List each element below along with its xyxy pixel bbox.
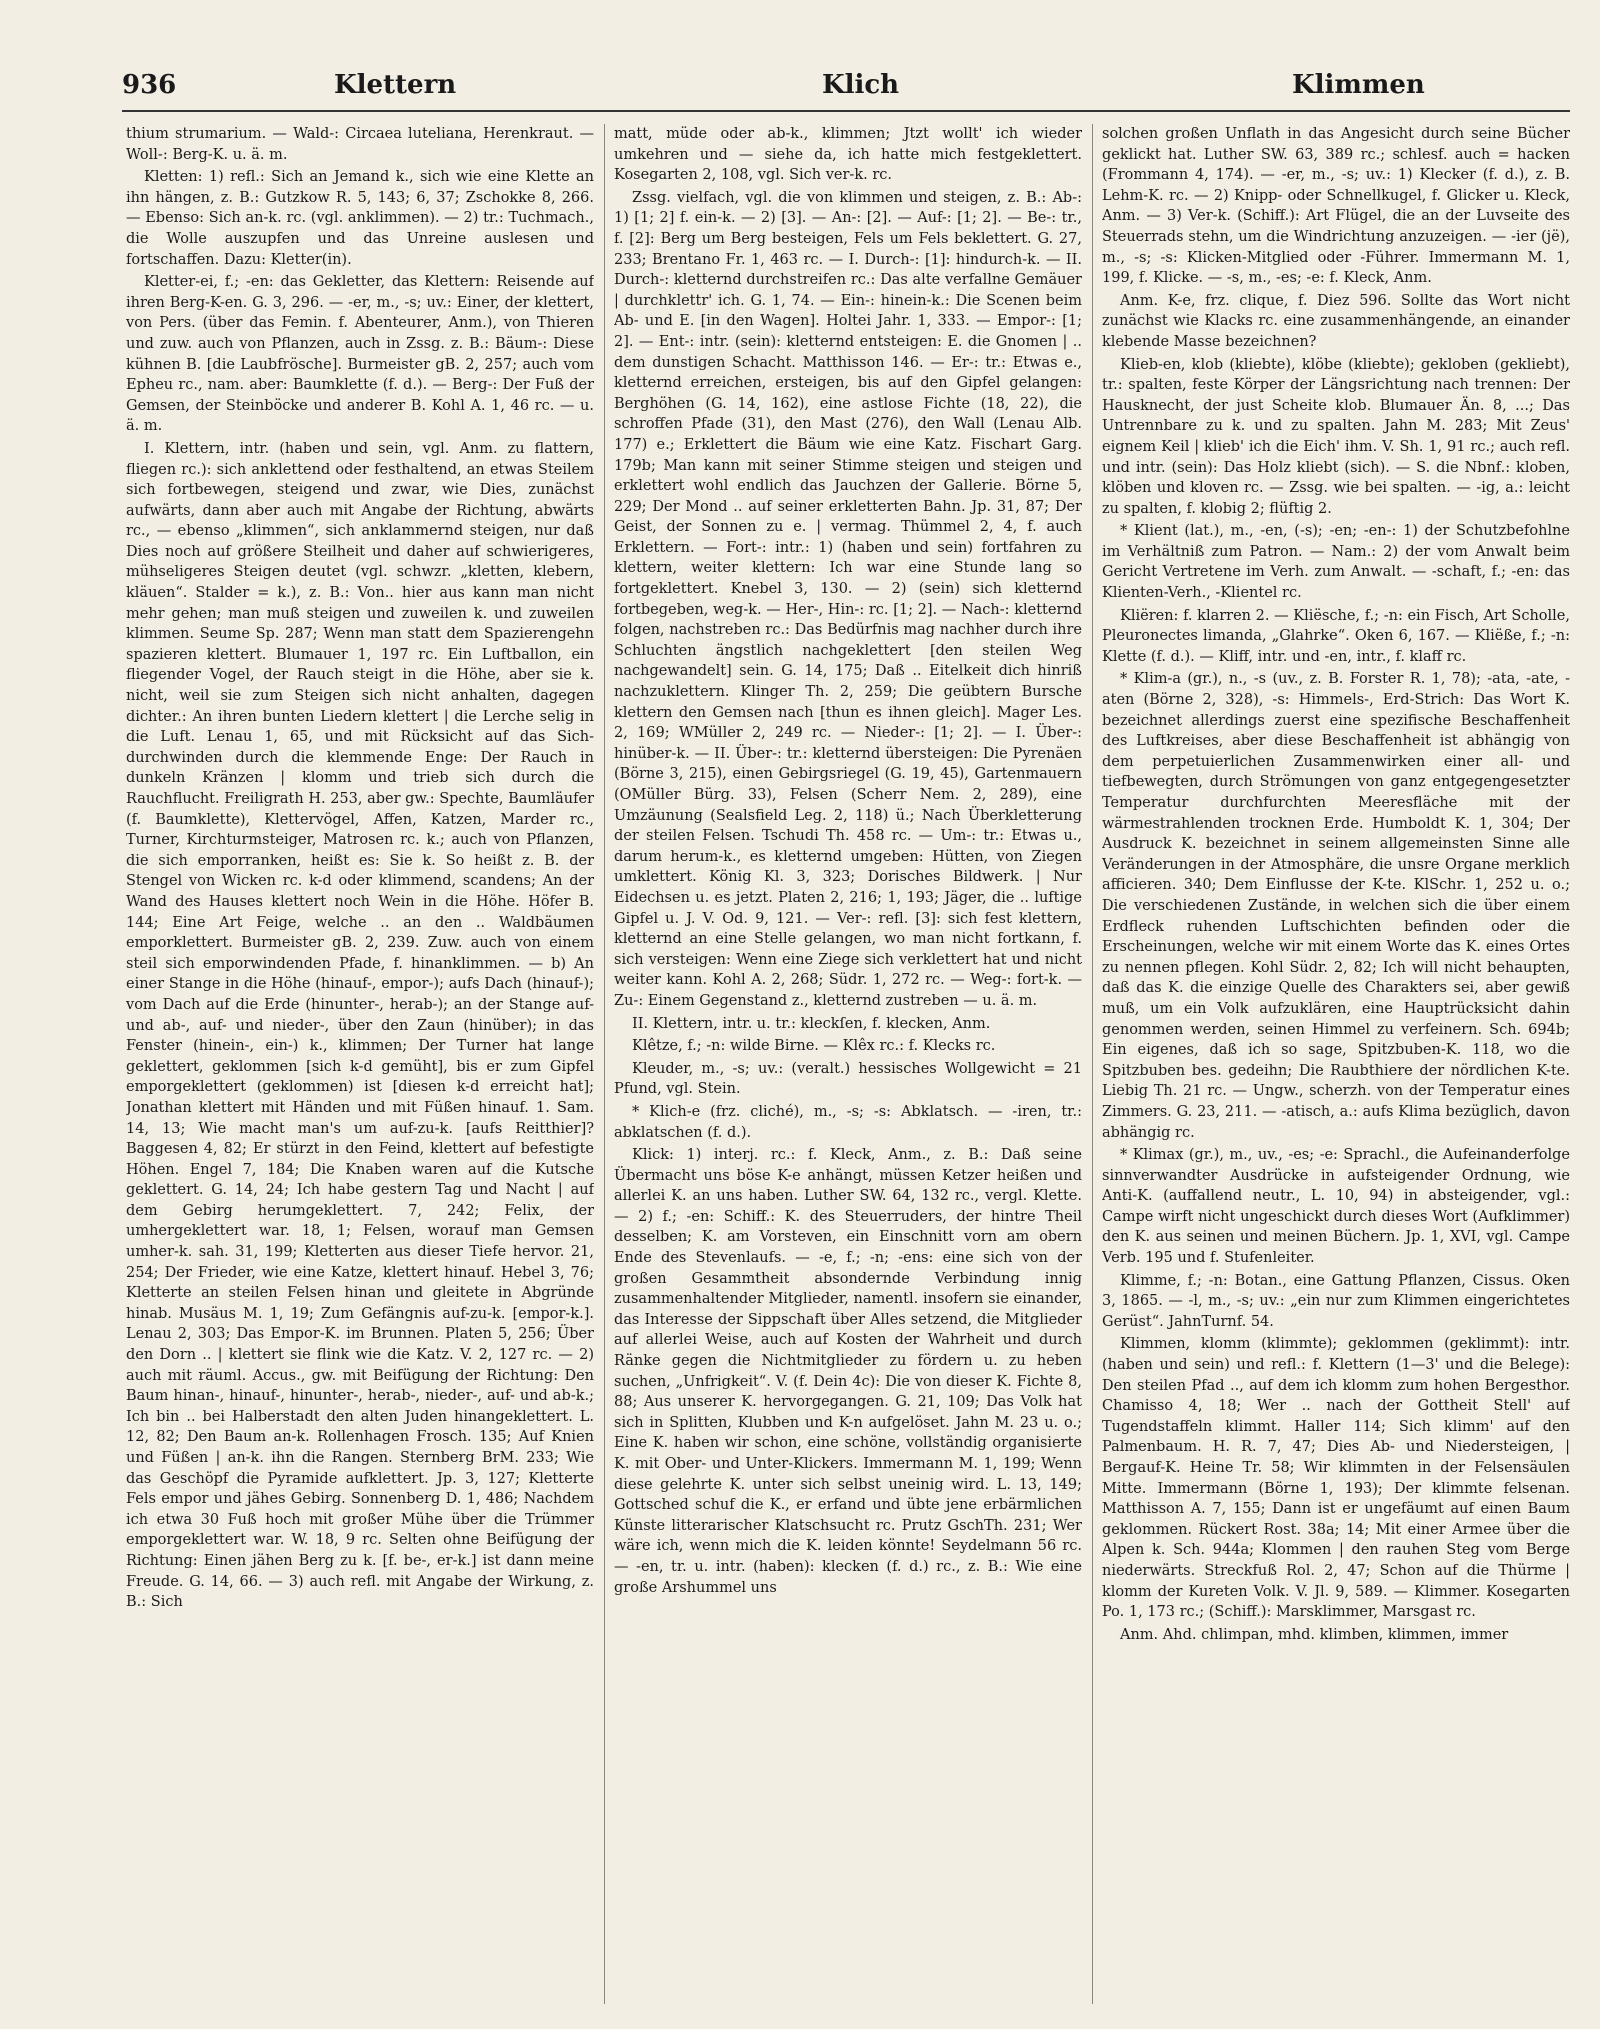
entry-paragraph: Kliëren: f. klarren 2. — Kliësche, f.; -n: ein Fisch, Art Scholle, Pleuronectes limanda, „Glahrke“. Oken 6, 167. — Kliëße, f.; -n: Klette (f. d.). — Kliff, intr. und -en, intr., f. klaff rc. (1102, 607, 1570, 665)
column-right (1102, 124, 1570, 2004)
entry-paragraph: II. Klettern, intr. u. tr.: kleckſen, f. klecken, Anm. (632, 1015, 991, 1032)
entry-paragraph: Zssg. vielfach, vgl. die von klimmen und steigen, z. B.: Ab-: 1) [1; 2] f. ein-k. — 2) [3]. — An-: [2]. — Auf-: [1; 2]. — Be-: tr., f. [2]: Berg um Berg besteigen, Fels um Fels beklettert. G. 27, 233; Brentano Fr. 1, 463 rc. — I. Durch-: [1]: hindurch-k. — II. Durch-: kletternd durchstreifen rc.: Das alte verfallne Gemäuer | durchklettr' ich. G. 1, 74. — Ein-: hinein-k.: Die Scenen beim Ab- und E. [in den Wagen]. Holtei Jahr. 1, 333. — Empor-: [1; 2]. — Ent-: intr. (sein): kletternd entsteigen: E. die Gnomen | .. dem dunstigen Schacht. Matthisson 146. — Er-: tr.: Etwas e., kletternd erreichen, ersteigen, bis auf den Gipfel gelangen: Berghöhen (G. 14, 162), eine astlose Fichte (18, 22), die schroffen Pfade (31), den Mast (276), den Wall (Lenau Alb. 177) e.; Erklettert die Bäum wie eine Katz. Fischart Garg. 179b; Man kann mit seiner Stimme steigen und steigen und erklettert wohl endlich das Jauchzen der Gallerie. Börne 5, 229; Der Mond .. auf seiner erkletterten Bahn. Jp. 31, 87; Der Geist, der Sonnen zu e. | vermag. Thümmel 2, 4, f. auch Erklettern. — Fort-: intr.: 1) (haben und sein) fortfahren zu klettern, weiter klettern: Ich war eine Stunde lang so fortgeklettert. Knebel 3, 130. — 2) (sein) sich kletternd fortbegeben, weg-k. — Her-, Hin-: rc. [1; 2]. — Nach-: kletternd folgen, nachstreben rc.: Das Bedürfnis mag nachher durch ihre Schluchten ängstlich nachgeklettert [den steilen Weg nachgewandelt] sein. G. 14, 175; Daß .. Eitelkeit dich hinriß nachzuklettern. Klinger Th. 2, 259; Die geübtern Bursche klettern den Gemsen nach [thun es ihnen gleich]. Mager Les. 2, 169; WMüller 2, 249 rc. — Nieder-: [1; 2]. — I. Über-: hinüber-k. — II. Über-: tr.: kletternd übersteigen: Die Pyrenäen (Börne 3, 215), einen Gebirgsriegel (G. 19, 45), Gartenmauern (OMüller Bürg. 33), Felsen (Scherr Nem. 2, 289), eine Umzäunung (Sealsfield Leg. 2, 118) ü.; Nach Überkletterung der steilen Felsen. Tschudi Th. 458 rc. — Um-: tr.: Etwas u., darum herum-k., es kletternd umgeben: Hütten, von Ziegen umklettert. König Kl. 3, 323; Dorisches Bildwerk. | Nur Eidechsen u. es jetzt. Platen 2, 216; 1, 193; Jäger, die .. luftige Gipfel u. J. V. Od. 9, 121. — Ver-: refl. [3]: sich fest klettern, kletternd an eine Stelle gelangen, wo man nicht fortkann, f. sich versteigen: Wenn eine Ziege sich verklettert hat und nicht weiter kann. Kohl A. 2, 268; Südr. 1, 272 rc. — Weg-: fort-k. — Zu-: Einem Gegenstand z., kletternd zustreben — u. ä. m. (614, 189, 1082, 1009)
entry-paragraph: Kletter-ei, f.; -en: das Gekletter, das Klettern: Reisende auf ihren Berg-K-en. G. 3, 296. — -er, m., -s; uv.: Einer, der klettert, von Pers. (über das Femin. f. Abenteurer, Anm.), von Thieren und zuw. auch von Pflanzen, auch in Zssg. z. B.: Bäum-: Diese kühnen B. [die Laubfrösche]. Burmeister gB. 2, 257; auch vom Epheu rc., nam. aber: Baumklette (f. d.). — Berg-: Der Fuß der Gemsen, der Steinböcke und anderer B. Kohl A. 1, 46 rc. — u. ä. m. (126, 274, 594, 435)
entry-paragraph: matt, müde oder ab-k., klimmen; Jtzt wollt' ich wieder umkehren und — siehe da, ich hatte mich festgeklettert. Kosegarten 2, 108, vgl. Sich ver-k. rc. (614, 126, 1082, 184)
header-right-word: Klimmen (1292, 70, 1425, 100)
entry-paragraph: Klimme, f.; -n: Botan., eine Gattung Pflanzen, Cissus. Oken 3, 1865. — -l, m., -s; uv.: „ein nur zum Klimmen eingerichtetes Gerüst“. JahnTurnf. 54. (1102, 1272, 1570, 1330)
header-left-word: Klettern (334, 70, 457, 100)
entry-paragraph: thium strumarium. — Wald-: Circaea luteliana, Herenkraut. — Woll-: Berg-K. u. ä. m. (126, 126, 594, 163)
column-middle (614, 124, 1082, 2004)
entry-paragraph: Kletten: 1) refl.: Sich an Jemand k., sich wie eine Klette an ihn hängen, z. B.: Gutzkow R. 5, 143; 6, 37; Zschokke 8, 266. — Ebenso: Sich an-k. rc. (vgl. anklimmen). — 2) tr.: Tuchmach., die Wolle auszupfen und das Unreine auslesen und fortschaffen. Dazu: Kletter(in). (126, 169, 594, 268)
entry-paragraph: * Klimax (gr.), m., uv., -es; -e: Sprachl., die Aufeinanderfolge sinnverwandter Ausdrücke in aufsteigender Ordnung, wie Anti-K. (auffallend neutr., L. 10, 94) in absteigender, vgl.: Campe wirft nicht ungeschickt durch dieses Wort (Aufklimmer) den K. aus seinen und meinen Büchern. Jp. 1, XVI, vgl. Campe Verb. 195 und f. Stufenleiter. (1102, 1147, 1570, 1267)
entry-paragraph: Klimmen, klomm (klimmte); geklommen (geklimmt): intr. (haben und sein) und refl.: f. Klettern (1—3' und die Belege): Den steilen Pfad .., auf dem ich klomm zum hohen Bergesthor. Chamisso 4, 18; Wer .. nach der Gottheit Stell' auf Tugendstaffeln klimmt. Haller 114; Sich klimm' auf den Palmenbaum. H. R. 7, 47; Dies Ab- und Niedersteigen, | Bergauf-K. Heine Tr. 58; Wir klimmten in der Felsensäulen Mitte. Immermann (Börne 1, 193); Der klimmte felsenan. Matthisson A. 7, 155; Dann ist er ungefäumt auf einen Baum geklommen. Rückert Rost. 38a; 14; Mit einer Armee über die Alpen k. Sch. 944a; Klommen | den rauhen Steg vom Berge niederwärts. Streckfuß Rol. 2, 47; Schon auf die Thürme | klomm der Kureten Volk. V. Jl. 9, 589. — Klimmer. Kosegarten Po. 1, 173 rc.; (Schiff.): Marsklimmer, Marsgast rc. (1102, 1336, 1570, 1621)
column-left (126, 124, 594, 2004)
entry-paragraph: solchen großen Unflath in das Angesicht durch seine Bücher geklickt hat. Luther SW. 63, 389 rc.; schlesf. auch = hacken (Frommann 4, 174). — -er, m., -s; uv.: 1) Klecker (f. d.), z. B. Lehm-K. rc. — 2) Knipp- oder Schnellkugel, f. Glicker u. Kleck, Anm. — 3) Ver-k. (Schiff.): Art Flügel, die an der Luvseite des Steuerrads stehn, um die Windrichtung anzuzeigen. — -ier (jë), m., -s; -s: Klicken-Mitglied oder -Führer. Immermann M. 1, 199, f. Klicke. — -s, m., -es; -e: f. Kleck, Anm. (1102, 126, 1570, 287)
column-divider (604, 124, 605, 2004)
entry-paragraph: Anm. K-e, frz. clique, f. Diez 596. Sollte das Wort nicht zunächst wie Klacks rc. eine zusammenhängende, an einander klebende Masse bezeichnen? (1102, 292, 1570, 350)
entry-paragraph: Kleuder, m., -s; uv.: (veralt.) hessisches Wollgewicht = 21 Pfund, vgl. Stein. (614, 1060, 1082, 1098)
running-header (122, 64, 1570, 104)
entry-paragraph: Klêtze, f.; -n: wilde Birne. — Klêx rc.: f. Klecks rc. (632, 1038, 996, 1055)
entry-paragraph: * Klient (lat.), m., -en, (-s); -en; -en-: 1) der Schutzbefohlne im Verhältniß zum Patron. — Nam.: 2) der vom Anwalt beim Gericht Vertretene im Verh. zum Anwalt. — -schaft, f.; -en: das Klienten-Verh., -Klientel rc. (1102, 523, 1570, 602)
entry-paragraph: I. Klettern, intr. (haben und sein, vgl. Anm. zu flattern, fliegen rc.): sich anklettend oder festhaltend, an etwas Steilem sich fortbewegen, steigend und zwar, wie Dies, zunächst aufwärts, dann aber auch mit Angabe der Richtung, abwärts rc., — ebenso „klimmen“, sich anklammernd steigen, nur daß Dies noch auf größere Steilheit und daher auf schwierigeres, mühseligeres Steigen deutet (vgl. schwzr. „kletten, klebern, kläuen“. Stalder = k.), z. B.: Von.. hier aus kann man nicht mehr gehen; man muß steigen und zuweilen k. und zuweilen klimmen. Seume Sp. 287; Wenn man statt dem Spazierengehn spazieren klettert. Blumauer 1, 197 rc. Ein Luftballon, ein fliegender Vogel, der Rauch steigt in die Höhe, aber sie k. nicht, weil sie zum Steigen sich nicht anhalten, dagegen dichter.: An ihren bunten Liedern klettert | die Lerche selig in die Luft. Lenau 1, 65, und mit Rücksicht auf das Sich-durchwinden durch die klemmende Enge: Der Rauch in dunkeln Kränzen | klomm und trieb sich durch die Rauchflucht. Freiligrath H. 253, aber gw.: Spechte, Baumläufer (f. Baumklette), Klettervögel, Affen, Katzen, Marder rc., Turner, Kirchturmsteiger, Matrosen rc. k.; auch von Pflanzen, die sich emporranken, heißt es: Sie k. So heißt z. B. der Stengel von Wicken rc. k-d oder klimmend, scandens; An der Wand des Hauses klettert noch Wein in die Höhe. Höfer B. 144; Eine Art Feige, welche .. an den .. Waldbäumen emporklettert. Burmeister gB. 2, 239. Zuw. auch von einem steil sich emporwindenden Pfade, f. hinanklimmen. — b) An einer Stange in die Höhe (hinauf-, empor-); aufs Dach (hinauf-); vom Dach auf die Erde (hinunter-, herab-); an der Stange auf- und ab-, auf- und nieder-, über den Zaun (hinüber); in das Fenster (hinein-, ein-) k., klimmen; Der Turner hat lange geklettert, geklommen [sich k-d gemüht], bis er zum Gipfel emporgeklettert (geklommen) ist [diesen k-d erreicht hat]; Jonathan klettert mit Händen und mit Füßen hinauf. 1. Sam. 14, 13; Wie macht man's um auf-zu-k. [aufs Reitthier]? Baggesen 4, 82; Er stürzt in den Feind, klettert auf befestigte Höhen. Engel 7, 184; Die Knaben waren auf die Kutsche geklettert. G. 14, 24; Ich habe gestern Tag und Nacht | auf dem Gebirg herumgeklettert. 7, 242; Felix, der umhergeklettert war. 18, 1; Felsen, worauf man Gemsen umher-k. sah. 31, 199; Kletterten aus dieser Tiefe hervor. 21, 254; Der Frieder, wie eine Katze, klettert hinauf. Hebel 3, 76; Kletterte an steilen Felsen hinan und gleitete in Abgründe hinab. Musäus M. 1, 19; Zum Gefängnis auf-zu-k. [empor-k.]. Lenau 2, 303; Das Empor-K. im Brunnen. Platen 5, 256; Über den Dorn .. | klettert sie flink wie die Katz. V. 2, 127 rc. — 2) auch mit räuml. Accus., gw. mit Beifügung der Richtung: Den Baum hinan-, hinauf-, hinunter-, herab-, nieder-, auf- und ab-k.; Ich bin .. bei Halberstadt den alten Juden hinangeklettert. L. 12, 82; Den Baum an-k. Rollenhagen Frosch. 135; Auf Knien und Füßen | an-k. ihn die Rangen. Sternberg BrM. 233; Wie das Geschöpf die Pyramide aufklettert. Jp. 3, 127; Kletterte Fels empor und jähes Gebirg. Sonnenberg D. 1, 486; Nachdem ich etwa 30 Fuß hoch mit großer Mühe über die Trümmer emporgeklettert war. W. 18, 9 rc. Selten ohne Beifügung der Richtung: Einen jähen Berg zu k. [f. be-, er-k.] ist dann meine Freude. G. 14, 66. — 3) auch refl. mit Angabe der Wirkung, z. B.: Sich (126, 440, 594, 1611)
header-rule (122, 110, 1570, 112)
entry-paragraph: Klick: 1) interj. rc.: f. Kleck, Anm., z. B.: Daß seine Übermacht uns böse K-e anhängt, müssen Ketzer heißen und allerlei K. an uns haben. Luther SW. 64, 132 rc., vergl. Klette. — 2) f.; -en: Schiff.: K. des Steuerruders, der hintre Theil desselben; K. am Vorsteven, ein Einschnitt vorn am obern Ende des Stevenlaufs. — -e, f.; -n; -ens: eine sich von der großen Gesammtheit absondernde Verbindung innig zusammenhaltender Mitglieder, namentl. insofern sie einander, das Interesse der Sippschaft über Alles setzend, die Mitglieder auf allerlei Weise, auch auf Kosten der Wahrheit und durch Ränke gegen die Nichtmitglieder zu fördern u. zu heben suchen, „Unfrigkeit“. V. (f. Dein 4c): Die von dieser K. Fichte 8, 88; Aus unserer K. hervorgegangen. G. 21, 109; Das Volk hat sich in Splitten, Klubben und K-n aufgelöset. Jahn M. 23 u. o.; Eine K. haben wir schon, eine schöne, vollständig organisierte K. mit Ober- und Unter-Klickers. Immermann M. 1, 199; Wenn diese gelehrte K. unter sich selbst uneinig wird. L. 13, 149; Gottsched schuf die K., er erfand und übte jene erbärmlichen Künste litterarischer Klatschsucht rc. Prutz GschTh. 231; Wer wäre ich, wenn mich die K. leiden könnte! Seydelmann 56 rc. — -en, tr. u. intr. (haben): klecken (f. d.) rc., z. B.: Wie eine große Arshummel uns (614, 1147, 1082, 1596)
header-center-word: Klich (822, 70, 900, 100)
column-divider (1092, 124, 1093, 2004)
entry-paragraph: Anm. Ahd. chlimpan, mhd. klimben, klimmen, immer (1120, 1626, 1509, 1643)
entry-paragraph: * Klich-e (frz. cliché), m., -s; -s: Abklatsch. — -iren, tr.: abklatschen (f. d.). (614, 1103, 1082, 1141)
entry-paragraph: Klieb-en, klob (kliebte), klöbe (kliebte); gekloben (gekliebt), tr.: spalten, feste Körper der Längsrichtung nach trennen: Der Hausknecht, der just Scheite klob. Blumauer Än. 8, ...; Das Untrennbare zu k. und zu spalten. Jahn M. 283; Mit Zeus' eignem Keil | klieb' ich die Eich' ihm. V. Sh. 1, 91 rc.; auch refl. und intr. (sein): Das Holz kliebt (sich). — S. die Nbnf.: kloben, klöben und kloven rc. — Zssg. wie bei spalten. — -ig, a.: leicht zu spalten, f. klobig 2; flüftig 2. (1102, 356, 1570, 517)
entry-paragraph: * Klim-a (gr.), n., -s (uv., z. B. Forster R. 1, 78); -ata, -ate, -aten (Börne 2, 328), -s: Himmels-, Erd-Strich: Das Wort K. bezeichnet allerdings zuerst eine spezifische Beschaffenheit des Luftkreises, aber diese Beschaffenheit ist abhängig von dem perpetuierlichen Zusammenwirken einer all- und tiefbewegten, durch Strömungen von ganz entgegengesetzter Temperatur durchfurchten Meeresfläche mit der wärmestrahlenden trocknen Erde. Humboldt K. 1, 304; Der Ausdruck K. bezeichnet in seinem allgemeinsten Sinne alle Veränderungen in der Atmosphäre, die unsre Organe merklich afficieren. 340; Dem Einflusse der K-te. KlSchr. 1, 252 u. o.; Die verschiedenen Zustände, in welchen sich die über einem Erdfleck ruhenden Luftschichten befinden oder die Erscheinungen, welche wir mit einem Worte das K. eines Ortes zu nennen pflegen. Kohl Südr. 2, 82; Ich will nicht behaupten, daß das K. die einzige Quelle des Charakters sei, aber gewiß muß, um ein Volk aufzuklären, eine Hauptrücksicht dahin genommen werden, seinen Himmel zu verfeinern. Sch. 694b; Ein eigenes, daß ich so sage, Spitzbuben-K. 118, wo die Spitzbuben bes. gedeihn; Die Raubthiere der nördlichen K-te. Liebig Th. 21 rc. — Ungw., scherzh. von der Temperatur eines Zimmers. G. 23, 211. — -atisch, a.: aufs Klima bezüglich, davon abhängig rc. (1102, 671, 1570, 1141)
page-number: 936 (122, 70, 177, 100)
